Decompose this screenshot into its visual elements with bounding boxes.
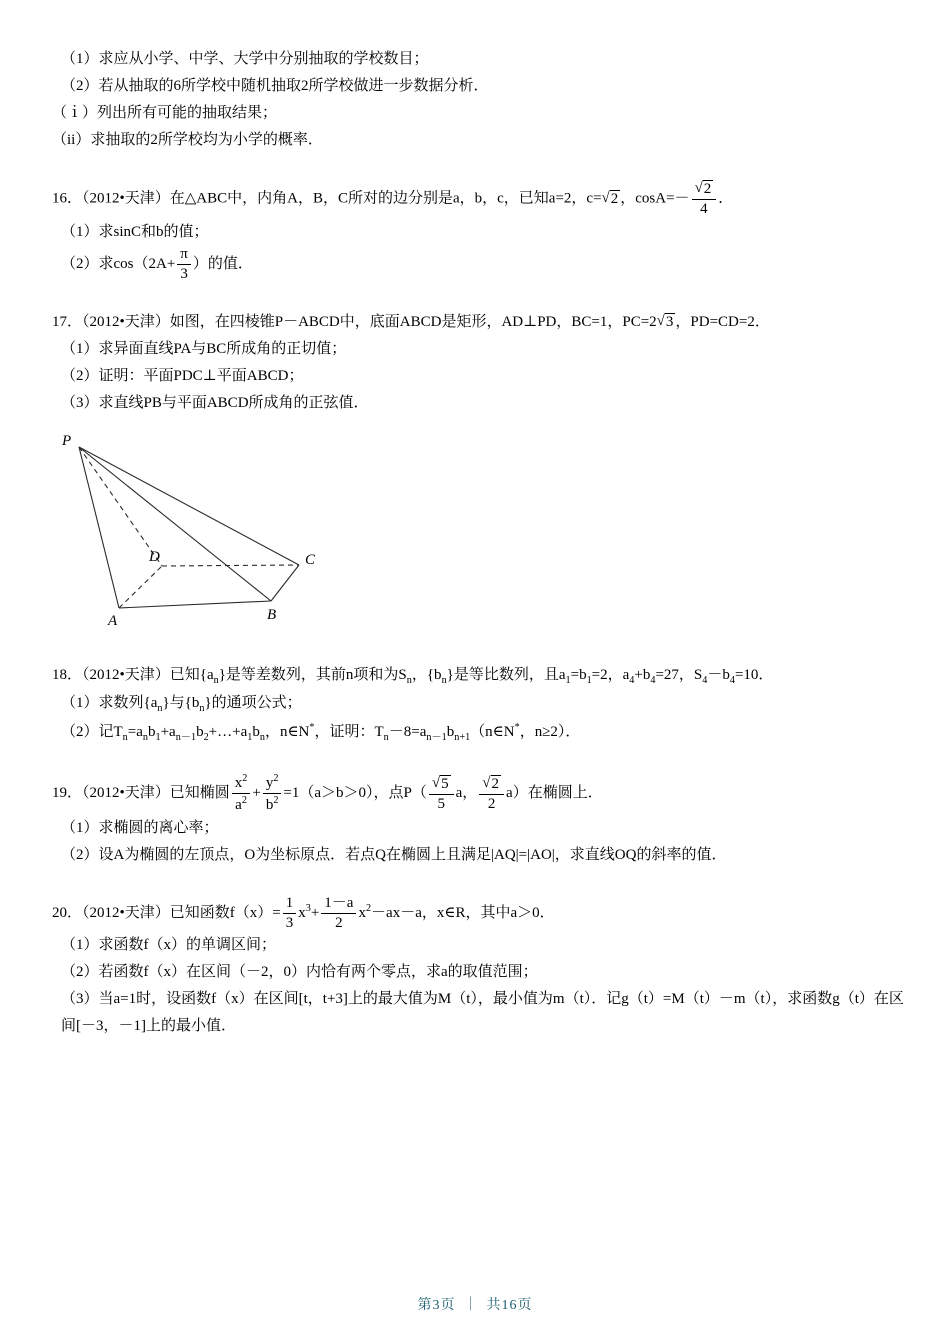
problem15-item-ii: （ii）求抽取的2所学校均为小学的概率． xyxy=(52,132,323,148)
edge-PC xyxy=(79,447,299,565)
page-footer xyxy=(0,1294,950,1314)
edge-PA xyxy=(79,447,119,608)
edge-PB xyxy=(79,447,271,601)
problem18 xyxy=(52,662,916,747)
problem20 xyxy=(52,895,916,1041)
pyramid-svg xyxy=(56,431,396,636)
edge-DC-hidden xyxy=(162,565,299,566)
problem16-item-2: （2）求cos（2A+ $\frac{\pi}{3}$ ）的值． xyxy=(61,245,253,282)
problem18-item-2: （2）记$T_n=a_nb_1+a_{n-1}b_2+\dots+a_1b_n$，n∈N*，证明：$T_n-8=a_{n-1}b_{n+1}(n\in N^*$，n≥2）． xyxy=(61,721,581,743)
vertex-label-P: P xyxy=(62,433,72,449)
problem19-item-1: （1）求椭圆的离心率； xyxy=(61,819,219,836)
vertex-label-A: A xyxy=(108,613,118,629)
problem20-item-3: （3）当a=1时，设函数f（x）在区间[t，t+3]上的最大值为M（t），最小值为m（t）．记g（t）=M（t）－m（t），求函数g（t）在区间[－3，－1]上的最小值． xyxy=(61,991,904,1035)
problem15-item-i: （ｉ）列出所有可能的抽取结果； xyxy=(52,105,278,121)
problem17-item-2: （2）证明：平面PDC⊥平面ABCD； xyxy=(61,368,304,384)
problem20-item-2: （2）若函数f（x）在区间（－2，0）内恰有两个零点，求a的取值范围； xyxy=(61,964,538,981)
footer-total-pages: 共16页 xyxy=(486,1298,533,1313)
problem20-heading: 20．（2012•天津）已知函数f（x）= $\frac{1}{3}$ $x^3+$ $\frac{1-a}{2}$ $x^2-ax-a$，x∈R，其中a＞0． xyxy=(52,894,555,931)
footer-page-number: 第3页 xyxy=(417,1298,456,1313)
vertex-label-B: B xyxy=(267,607,277,623)
problem15-continuation xyxy=(52,46,916,154)
problem18-heading: 18．（2012•天津）已知$\{a_n\}$是等差数列，其前n项和为$S_n$，$\{b_n\}$是等比数列，且$a_1=b_1=2$，$a_4+b_4=27$，$S_4-b_4=10$． xyxy=(52,667,774,686)
vertex-label-C: C xyxy=(305,552,316,568)
footer-separator: ｜ xyxy=(463,1298,479,1313)
pyramid-figure xyxy=(56,431,916,636)
problem19-item-2: （2）设A为椭圆的左顶点，O为坐标原点．若点Q在椭圆上且满足|AQ|=|AO|，求直线OQ的斜率的值． xyxy=(61,846,727,863)
problem18-item-1: （1）求数列$\{a_n\}$与$\{b_n\}$的通项公式； xyxy=(61,695,302,715)
edge-AB xyxy=(119,601,271,608)
problem16 xyxy=(52,180,916,283)
problem19-heading: 19．（2012•天津）已知椭圆 $\frac{x^2}{a^2}$ + $\frac{y^2}{b^2}$ =1（a＞b＞0），点P（ $\frac{√5}{5}$ a， $\frac{√2}{2}$ a）在椭圆上． xyxy=(52,773,603,814)
problem20-item-1: （1）求函数f（x）的单调区间； xyxy=(61,937,276,954)
edge-AD-hidden xyxy=(119,566,162,608)
problem17 xyxy=(52,309,916,636)
problem15-item-2: （2）若从抽取的6所学校中随机抽取2所学校做进一步数据分析． xyxy=(61,78,489,94)
problem17-heading: 17．（2012•天津）如图，在四棱锥P－ABCD中，底面ABCD是矩形，AD⊥PD，BC=1，PC=2√3 ，PD=CD=2． xyxy=(52,313,770,330)
problem16-heading: 16．（2012•天津）在△ABC中，内角A，B，C所对的边分别是a，b，c，已知a=2，c=√2 ，cosA=－ $\frac{√2}{4}$ ． xyxy=(52,180,734,218)
vertex-label-D: D xyxy=(149,549,160,565)
edge-BC xyxy=(271,565,299,601)
problem16-item-1: （1）求sinC和b的值； xyxy=(61,223,209,240)
problem17-item-3: （3）求直线PB与平面ABCD所成角的正弦值． xyxy=(61,395,369,411)
problem17-item-1: （1）求异面直线PA与BC所成角的正切值； xyxy=(61,341,347,357)
problem15-item-1: （1）求应从小学、中学、大学中分别抽取的学校数目； xyxy=(61,51,429,67)
problem19 xyxy=(52,773,916,869)
